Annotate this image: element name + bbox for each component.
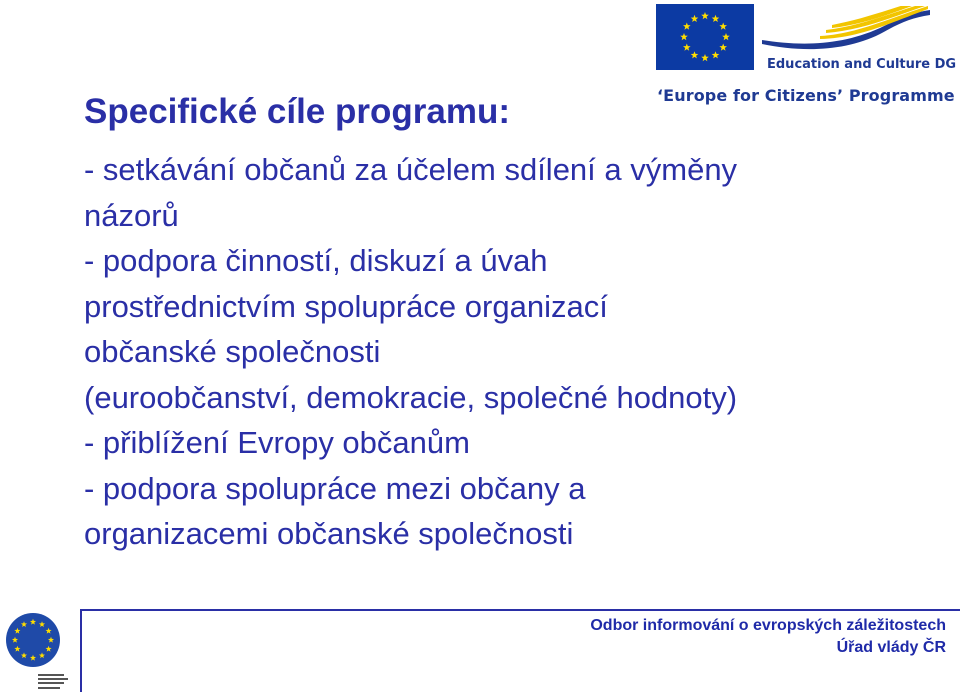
slide-title: Specifické cíle programu: — [84, 92, 510, 131]
body-line: (euroobčanství, demokracie, společné hodnoty) — [84, 379, 738, 415]
education-culture-dg-logo — [656, 4, 957, 114]
body-line: prostřednictvím spolupráce organizací — [84, 288, 608, 324]
footer-office — [590, 615, 946, 659]
dg-name: Education and Culture DG — [767, 57, 957, 72]
body-line: - podpora činností, diskuzí a úvah — [84, 243, 548, 278]
swoosh-stripes-icon — [760, 6, 932, 54]
europe-direct-logo — [4, 612, 76, 692]
footer-vertical-divider — [80, 609, 82, 692]
body-line: organizacemi občanské společnosti — [84, 516, 574, 551]
body-line: - setkávání občanů za účelem sdílení a výměny — [84, 152, 738, 187]
body-line: - přiblížení Evropy občanům — [84, 425, 470, 460]
programme-name: ‘Europe for Citizens’ Programme — [657, 86, 955, 105]
body-line: názorů — [84, 197, 179, 233]
footer-line-2: Úřad vlády ČR — [836, 639, 946, 656]
footer-divider — [80, 609, 960, 611]
body-line: - podpora spolupráce mezi občany a — [84, 470, 586, 506]
footer-line-1: Odbor informování o evropských záležitostech — [590, 617, 946, 634]
slide-body — [84, 147, 737, 557]
body-line: občanské společnosti — [84, 334, 381, 369]
eu-flag-icon — [656, 4, 754, 70]
